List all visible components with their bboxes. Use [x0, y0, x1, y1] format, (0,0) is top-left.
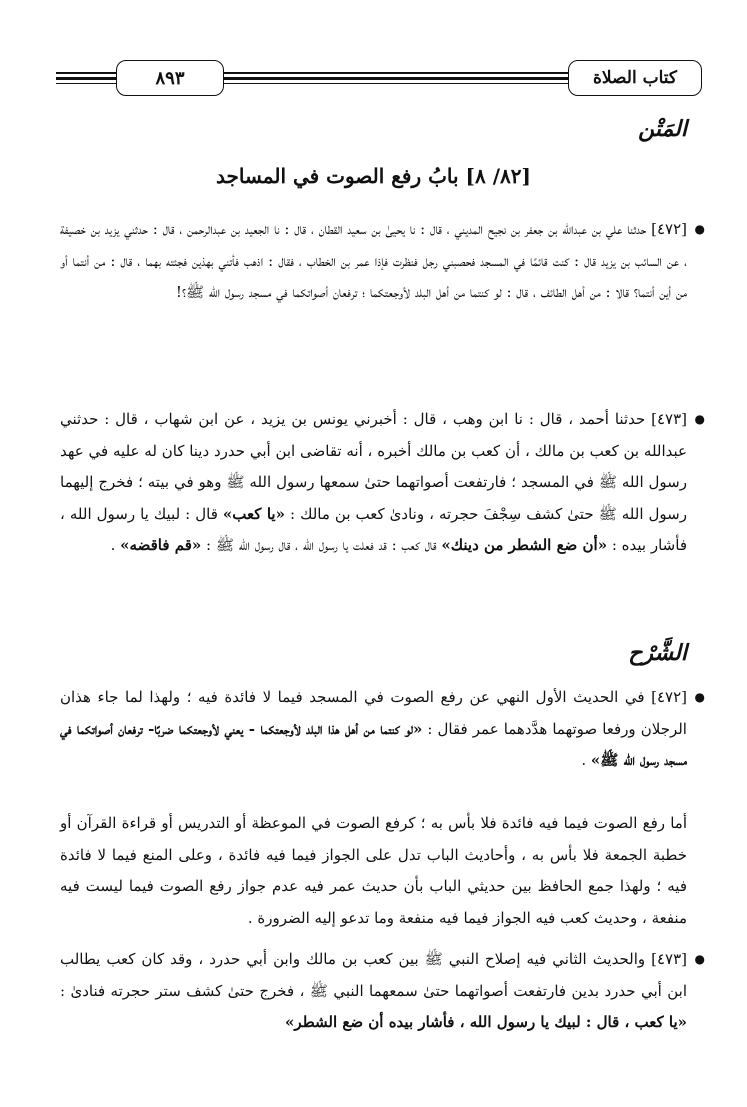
- commentary-472-quote: ترفعان أصواتكما في مسجد رسول الله ﷺ»: [60, 719, 687, 769]
- commentary-473: [60, 944, 687, 1039]
- hadith-473-quote: «قم فاقضه»: [120, 536, 202, 554]
- commentary-472-body: [٤٧٢] في الحديث الأول النهي عن رفع الصوت في المسجد فيما لا فائدة فيه ؛ ولهذا لما جاء هذان الرجلان ورفعا صوتهما هدَّدهما عمر فقال :: [60, 688, 687, 738]
- commentary-472-quote: «لو كنتما من أهل هذا البلد لأوجعتكما: [260, 719, 423, 738]
- hadith-473-body: [٤٧٣] حدثنا أحمد ، قال : نا ابن وهب ، قال : أخبرني يونس بن يزيد ، عن ابن شهاب ، قال : حدثني عبدالله بن كعب بن مالك ، أن كعب بن مالك أخبره ، أنه تقاضى ابن أبي حدرد دينا كان له عليه في عهد رسول الله ﷺ في المسجد ؛ فارتفعت أصواتهما حتىٰ سمعها رسول الله ﷺ وهو في بيته ؛ فخرج إليهما رسول الله ﷺ حتىٰ كشف سِجْفَ حجرته ، ونادىٰ كعب بن مالك :: [60, 410, 687, 523]
- matn-label: المَتْن: [638, 116, 687, 142]
- commentary-473-body: [٤٧٣] والحديث الثاني فيه إصلاح النبي ﷺ بين كعب بن مالك وابن أبي حدرد ، وقد كان كعب يطالب ابن أبي حدرد بدين فارتفعت أصواتهما حتىٰ سمعهما النبي ﷺ ، فخرج حتىٰ كشف ستر حجرته فنادىٰ :: [60, 950, 687, 1000]
- commentary-paragraph: أما رفع الصوت فيما فيه فائدة فلا بأس به ؛ كرفع الصوت في الموعظة أو التدريس أو قراءة القرآن أو خطبة الجمعة فلا بأس به ، وأحاديث الباب تدل على الجواز فيما فيه فائدة ، وعلى المنع فيما لا فائدة فيه ؛ ولهذا جمع الحافظ بين حديثي الباب بأن حديث عمر فيه عدم جواز رفع الصوت فيما ليست فيه منفعة ، وحديث كعب فيه الجواز فيما فيه منفعة وما تدعو إليه الضرورة .: [60, 814, 687, 927]
- hadith-472-body: [٤٧٢] حدثنا علي بن عبدالله بن جعفر بن نجيح المديني ، قال : نا يحيىٰ بن سعيد القطان ، قال : نا الجعيد بن عبدالرحمن ، قال : حدثني يزيد بن خصيفة ، عن السائب بن يزيد قال : كنت قائمًا في المسجد فحصبني رجل فنظرت فإذا عمر بن الخطاب ، فقال : اذهب فأتني بهذين فجئته بهما ، قال : من أنتما أو من أين أنتما؟ قالا : من أهل الطائف ، قال : لو كنتما من أهل البلد لأوجعتكما ؛ ترفعان أصواتكما في مسجد رسول الله ﷺ؟!: [60, 220, 687, 301]
- commentary-473-quote: «يا كعب ، قال : لبيك يا رسول الله ، فأشار بيده أن ضع الشطر»: [285, 1013, 687, 1031]
- chapter-title: [٨٢/ ٨] بابُ رفع الصوت في المساجد: [215, 164, 531, 188]
- book-title: كتاب الصلاة: [568, 60, 702, 96]
- page-header: [56, 58, 702, 98]
- commentary-472: [60, 682, 687, 777]
- commentary-472-body: .: [581, 751, 591, 769]
- commentary-472-body: - يعني لأوجعتكما ضربًا-: [142, 719, 261, 738]
- hadith-473-body: قال كعب : قد فعلت يا رسول الله ، قال رسول الله ﷺ :: [201, 536, 442, 554]
- hadith-472-text: [60, 214, 687, 309]
- hadith-473-body: .: [110, 536, 121, 554]
- hadith-473-quote: «يا كعب»: [222, 504, 285, 523]
- hadith-473-body: قال : لبيك يا رسول الله ، فأشار بيده :: [60, 504, 687, 554]
- page-number: ٨٩٣: [116, 60, 224, 96]
- hadith-473-text: [60, 404, 687, 562]
- hadith-473-quote: «أن ضع الشطر من دينك»: [441, 536, 608, 554]
- sharh-label: الشَّرْح: [628, 640, 687, 666]
